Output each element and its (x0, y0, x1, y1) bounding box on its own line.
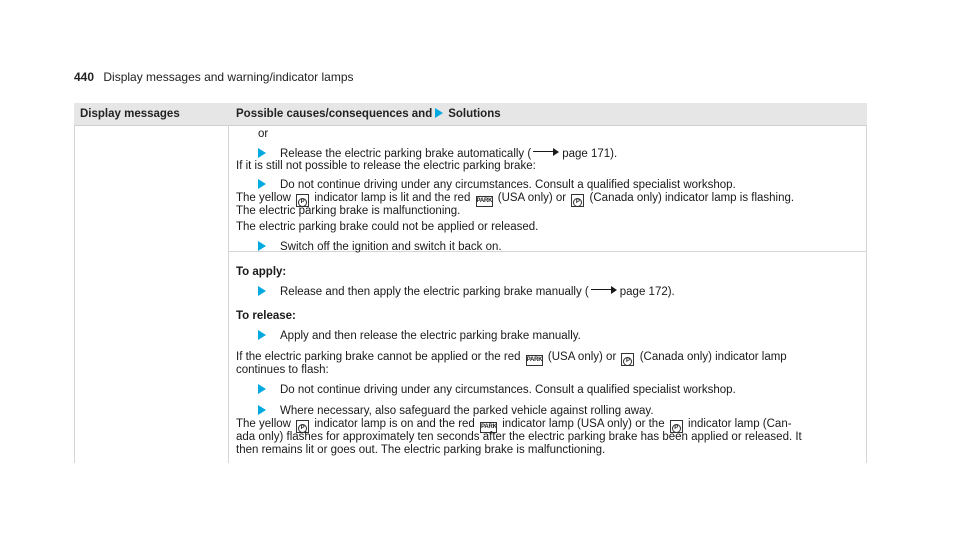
solution-step-switch-ignition (258, 241, 502, 254)
park-indicator-icon: PARK (476, 196, 493, 207)
text-span: indicator lamp is on and the red (314, 418, 475, 430)
solution-bullet-icon (258, 286, 266, 296)
text-span: The yellow (236, 418, 291, 430)
column-header-display-messages: Display messages (80, 108, 180, 120)
solution-bullet-icon (258, 384, 266, 394)
text-span: (Canada only) indicator lamp is flashing. (589, 192, 795, 204)
page-reference-link[interactable]: page 171). (562, 148, 618, 160)
solution-step-apply-manually (258, 286, 675, 299)
icon-label: P (573, 198, 582, 207)
text-span: indicator lamp (USA only) or the (502, 418, 665, 430)
parking-brake-indicator-icon (621, 353, 634, 366)
messages-table (74, 103, 867, 463)
solution-bullet-icon (258, 241, 266, 251)
parking-brake-indicator-icon (571, 194, 584, 207)
text-span: (Canada only) indicator lamp (639, 351, 787, 363)
paragraph-still-not-possible: If it is still not possible to release the electric parking brake: (236, 160, 536, 172)
solution-step-release-manually (258, 330, 581, 343)
page-header-title: Display messages and warning/indicator lamps (103, 70, 354, 84)
paragraph-flashes-ten-seconds: ada only) flashes for approximately ten seconds after the electric parking brake has been applied or released. It (236, 431, 802, 443)
or-text: or (258, 128, 269, 140)
table-header (74, 103, 867, 126)
table-left-border (74, 125, 75, 463)
solution-bullet-icon (258, 330, 266, 340)
icon-label: P (298, 424, 307, 433)
text-span: indicator lamp is lit and the red (314, 192, 471, 204)
step-text: Release and then apply the electric parking brake manually ( (280, 286, 589, 298)
page-reference-arrow-icon (591, 286, 617, 294)
step-text: Apply and then release the electric parking brake manually. (280, 330, 581, 342)
step-text: Do not continue driving under any circumstances. Consult a qualified specialist workshop. (280, 384, 736, 396)
to-apply-heading: To apply: (236, 266, 287, 278)
step-text: Switch off the ignition and switch it back on. (280, 241, 502, 253)
solution-bullet-icon (258, 148, 266, 158)
park-indicator-icon: PARK (480, 422, 497, 433)
column-divider (228, 125, 229, 463)
page-reference-arrow-icon (533, 148, 559, 156)
step-text: Release the electric parking brake automatically ( (280, 148, 532, 160)
park-indicator-icon: PARK (526, 355, 543, 366)
icon-label: P (298, 198, 307, 207)
text-span: The yellow (236, 192, 291, 204)
column-header-causes-label: Possible causes/consequences and (236, 108, 433, 120)
paragraph-continues-to-flash: continues to flash: (236, 364, 329, 376)
solution-step-safeguard-vehicle (258, 405, 654, 418)
icon-label: P (672, 424, 681, 433)
paragraph-remains-lit: then remains lit or goes out. The electric parking brake is malfunctioning. (236, 444, 606, 456)
text-span: indicator lamp (Can- (688, 418, 792, 430)
page-number: 440 (74, 70, 95, 84)
step-text: Where necessary, also safeguard the parked vehicle against rolling away. (280, 405, 654, 417)
solution-step-consult-workshop (258, 179, 736, 192)
icon-label: P (623, 357, 632, 366)
page-reference-link[interactable]: page 172). (619, 286, 675, 298)
table-right-border (866, 125, 867, 463)
page-header (74, 70, 354, 84)
column-header-solutions-label: Solutions (448, 108, 501, 120)
column-header-causes-solutions (236, 108, 501, 120)
solution-triangle-icon (435, 108, 443, 118)
solution-bullet-icon (258, 179, 266, 189)
to-release-heading: To release: (236, 310, 296, 322)
paragraph-malfunctioning: The electric parking brake is malfunctioning. (236, 205, 461, 217)
text-span: If the electric parking brake cannot be applied or the red (236, 351, 521, 363)
text-span: (USA only) or (547, 351, 617, 363)
paragraph-could-not-be-applied: The electric parking brake could not be applied or released. (236, 221, 539, 233)
solution-step-consult-workshop-2 (258, 384, 736, 397)
step-text: Do not continue driving under any circumstances. Consult a qualified specialist workshop. (280, 179, 736, 191)
solution-bullet-icon (258, 405, 266, 415)
text-span: (USA only) or (497, 192, 567, 204)
